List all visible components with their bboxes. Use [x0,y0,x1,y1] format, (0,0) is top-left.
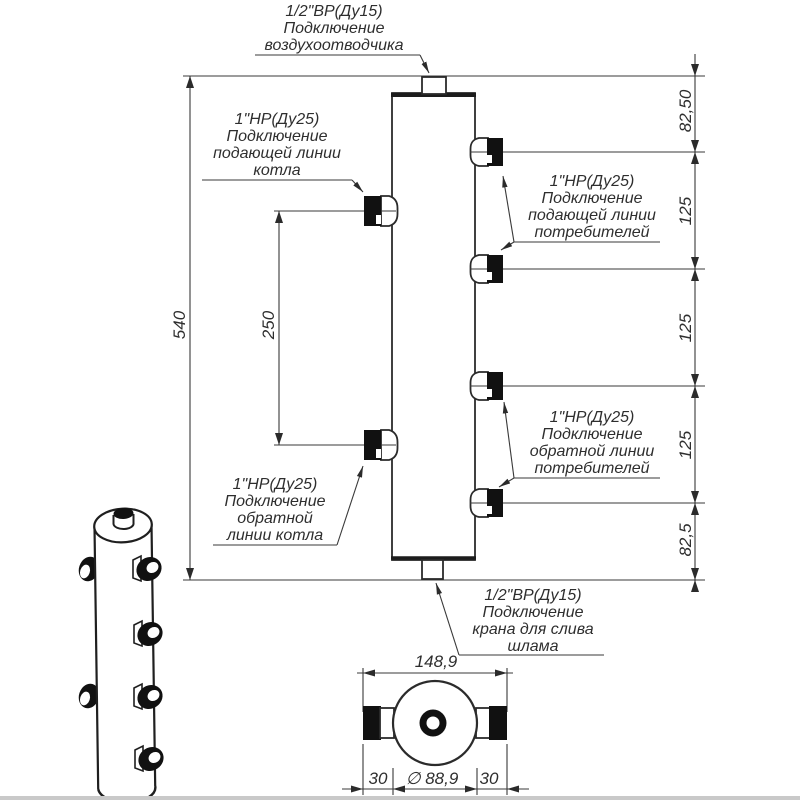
page-edge-strip [0,796,800,800]
callout-boiler-return-line-3: обратной [237,510,313,527]
top-view-center-port-bore [427,717,440,730]
dim-540-text: 540 [170,310,189,340]
callout-drain-line-2: Подключение [482,604,584,621]
callout-drain [436,583,604,655]
callout-boiler-supply-line-2: Подключение [226,128,328,145]
dim-diameter-text: ∅ 88,9 [405,769,459,788]
top-view [342,652,529,795]
callout-consumers-return [499,402,660,487]
dim-82-50-text: 82,50 [676,89,695,133]
callout-boiler-supply [202,111,363,192]
callout-boiler-return-line-2: Подключение [224,493,326,510]
callout-drain-line-4: шлама [507,638,559,655]
top-view-left-flange [380,708,394,738]
dim-30-right-text: 30 [479,769,499,788]
isometric-view [76,507,169,800]
callout-boiler-return [213,466,363,545]
left-port-threads [364,196,381,460]
callout-boiler-return-line-4: линии котла [226,527,324,544]
air-vent-port [422,77,446,94]
dimension-148-9 [357,652,513,677]
callout-consumers-supply-line-3: подающей линии [528,207,656,224]
callout-consumers-return-line-4: потребителей [534,460,650,477]
callout-boiler-supply-line-1: 1"НР(Ду25) [234,111,320,128]
dimension-30-dia-30 [342,769,529,793]
top-view-right-thread [489,706,507,740]
callout-consumers-return-line-1: 1"НР(Ду25) [549,409,635,426]
dim-30-left-text: 30 [368,769,388,788]
vessel-body [392,93,475,560]
callout-boiler-supply-line-3: подающей линии [213,145,341,162]
dim-148-9-text: 148,9 [414,652,458,671]
top-view-left-thread [363,706,381,740]
callout-drain-line-1: 1/2"ВР(Ду15) [484,587,582,604]
callout-boiler-return-line-1: 1"НР(Ду25) [232,476,318,493]
callout-consumers-supply-line-1: 1"НР(Ду25) [549,173,635,190]
callout-consumers-supply-line-4: потребителей [534,224,650,241]
dim-125-text-1: 125 [676,196,695,226]
top-view-right-flange [476,708,490,738]
right-port-threads [487,138,503,517]
dim-82-5-text: 82,5 [676,523,695,557]
callout-air-vent-line-2: Подключение [283,20,385,37]
callout-consumers-return-line-2: Подключение [541,426,643,443]
dimension-250 [259,211,283,445]
drain-port [422,560,443,579]
callout-air-vent-line-1: 1/2"ВР(Ду15) [285,3,383,20]
dim-125-text-2: 125 [676,313,695,343]
callout-air-vent-line-3: воздухоотводчика [264,37,404,54]
callout-drain-line-3: крана для слива [472,621,594,638]
dim-250-text: 250 [259,310,278,340]
callout-consumers-return-line-3: обратной линии [529,443,655,460]
callout-air-vent [255,3,429,73]
callout-consumers-supply-line-2: Подключение [541,190,643,207]
dimension-540 [170,76,194,580]
dim-125-text-3: 125 [676,430,695,460]
callout-boiler-supply-line-4: котла [253,162,301,179]
callout-consumers-supply [501,173,660,250]
dimension-chain-right [676,54,699,592]
